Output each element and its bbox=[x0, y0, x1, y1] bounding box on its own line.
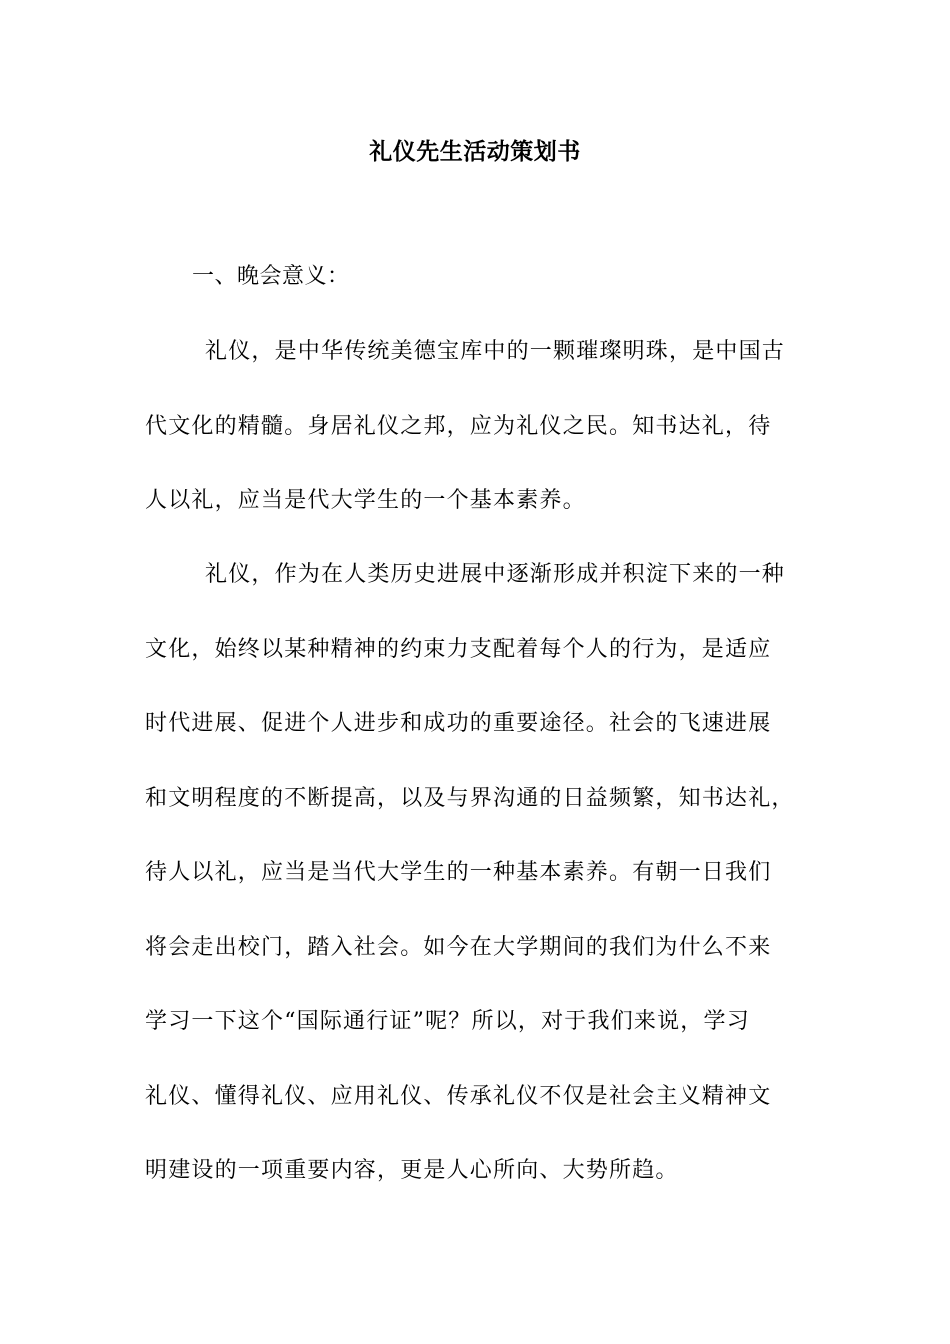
section-heading: 一、晚会意义： bbox=[192, 264, 350, 289]
paragraph-line: 和文明程度的不断提高，以及与界沟通的日益频繁，知书达礼， bbox=[145, 785, 795, 811]
paragraph-line: 明建设的一项重要内容，更是人心所向、大势所趋。 bbox=[145, 1158, 679, 1183]
document-title: 礼仪先生活动策划书 bbox=[369, 139, 581, 165]
paragraph-line: 文化，始终以某种精神的约束力支配着每个人的行为，是适应 bbox=[145, 636, 772, 662]
paragraph-line: 将会走出校门，踏入社会。如今在大学期间的我们为什么不来 bbox=[145, 934, 772, 960]
paragraph-line: 人以礼，应当是代大学生的一个基本素养。 bbox=[145, 488, 586, 513]
paragraph-2 bbox=[145, 558, 835, 1229]
paragraph-line: 礼仪，作为在人类历史进展中逐渐形成并积淀下来的一种 bbox=[205, 562, 786, 587]
paragraph-1 bbox=[145, 335, 835, 559]
paragraph-line: 待人以礼，应当是当代大学生的一种基本素养。有朝一日我们 bbox=[145, 860, 772, 885]
paragraph-line: 代文化的精髓。身居礼仪之邦，应为礼仪之民。知书达礼，待 bbox=[145, 413, 772, 439]
paragraph-line: 时代进展、促进个人进步和成功的重要途径。社会的飞速进展 bbox=[145, 711, 772, 736]
paragraph-line: 礼仪，是中华传统美德宝库中的一颗璀璨明珠，是中国古 bbox=[205, 339, 786, 364]
paragraph-line: 礼仪、懂得礼仪、应用礼仪、传承礼仪不仅是社会主义精神文 bbox=[145, 1083, 772, 1109]
paragraph-line: 学习一下这个“国际通行证”呢？所以，对于我们来说，学习 bbox=[145, 1009, 750, 1034]
